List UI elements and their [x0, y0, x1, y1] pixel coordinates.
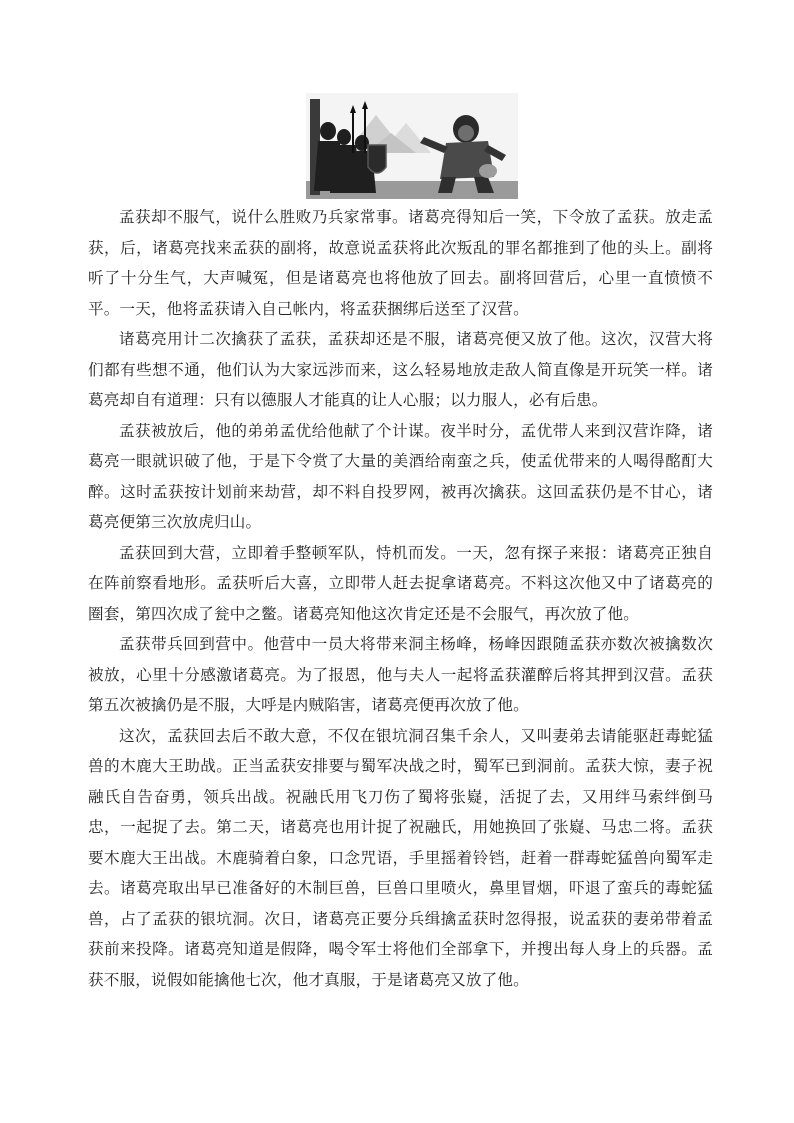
paragraph-6: 这次，孟获回去后不敢大意，不仅在银坑洞召集千余人，又叫妻弟去请能驱赶毒蛇猛兽的木鹿大王助战。正当孟获安排要与蜀军决战之时，蜀军已到洞前。孟获大惊，妻子祝融氏自告奋勇，领兵出战。祝融氏用飞刀伤了蜀将张嶷，活捉了去，又用绊马索绊倒马忠，一起捉了去。第二天，诸葛亮也用计捉了祝融氏，用她换回了张嶷、马忠二将。孟获要木鹿大王出战。木鹿骑着白象，口念咒语，手里摇着铃铛，赶着一群毒蛇猛兽向蜀军走去。诸葛亮取出早已准备好的木制巨兽，巨兽口里喷火，鼻里冒烟，吓退了蛮兵的毒蛇猛兽，占了孟获的银坑洞。次日，诸葛亮正要分兵缉擒孟获时忽得报，说孟获的妻弟带着孟获前来投降。诸葛亮知道是假降，喝令军士将他们全部拿下，并搜出每人身上的兵器。孟获不服，说假如能擒他七次，他才真服，于是诸葛亮又放了他。	[88, 726, 713, 989]
soldiers-and-warrior-image	[306, 93, 518, 199]
paragraph-4: 孟获回到大营，立即着手整顿军队，恃机而发。一天，忽有探子来报：诸葛亮正独自在阵前察看地形。孟获听后大喜，立即带人赶去捉拿诸葛亮。不料这次他又中了诸葛亮的圈套，第四次成了瓮中之鳖。诸葛亮知他这次肯定还是不会服气，再次放了他。	[88, 543, 713, 623]
paragraph-3: 孟获被放后，他的弟弟孟优给他献了个计谋。夜半时分，孟优带人来到汉营诈降，诸葛亮一眼就识破了他，于是下令赏了大量的美酒给南蛮之兵，使孟优带来的人喝得酩酊大醉。这时孟获按计划前来劫营，却不料自投罗网，被再次擒获。这回孟获仍是不甘心，诸葛亮便第三次放虎归山。	[88, 421, 713, 531]
story-illustration	[306, 93, 518, 199]
paragraph-1: 孟获却不服气，说什么胜败乃兵家常事。诸葛亮得知后一笑，下令放了孟获。放走孟获，后，诸葛亮找来孟获的副将，故意说孟获将此次叛乱的罪名都推到了他的头上。副将听了十分生气，大声喊冤，但是诸葛亮也将他放了回去。副将回营后，心里一直愤愤不平。一天，他将孟获请入自己帐内，将孟获捆绑后送至了汉营。	[88, 208, 713, 318]
paragraph-5: 孟获带兵回到营中。他营中一员大将带来洞主杨峰，杨峰因跟随孟获亦数次被擒数次被放，心里十分感激诸葛亮。为了报恩，他与夫人一起将孟获灌醉后将其押到汉营。孟获第五次被擒仍是不服，大呼是内贼陷害，诸葛亮便再次放了他。	[88, 635, 713, 714]
paragraph-2: 诸葛亮用计二次擒获了孟获，孟获却还是不服，诸葛亮便又放了他。这次，汉营大将们都有些想不通，他们认为大家远涉而来，这么轻易地放走敌人简直像是开玩笑一样。诸葛亮却自有道理：只有以德服人才能真的让人心服；以力服人，必有后患。	[88, 330, 713, 409]
article-body	[88, 202, 713, 995]
